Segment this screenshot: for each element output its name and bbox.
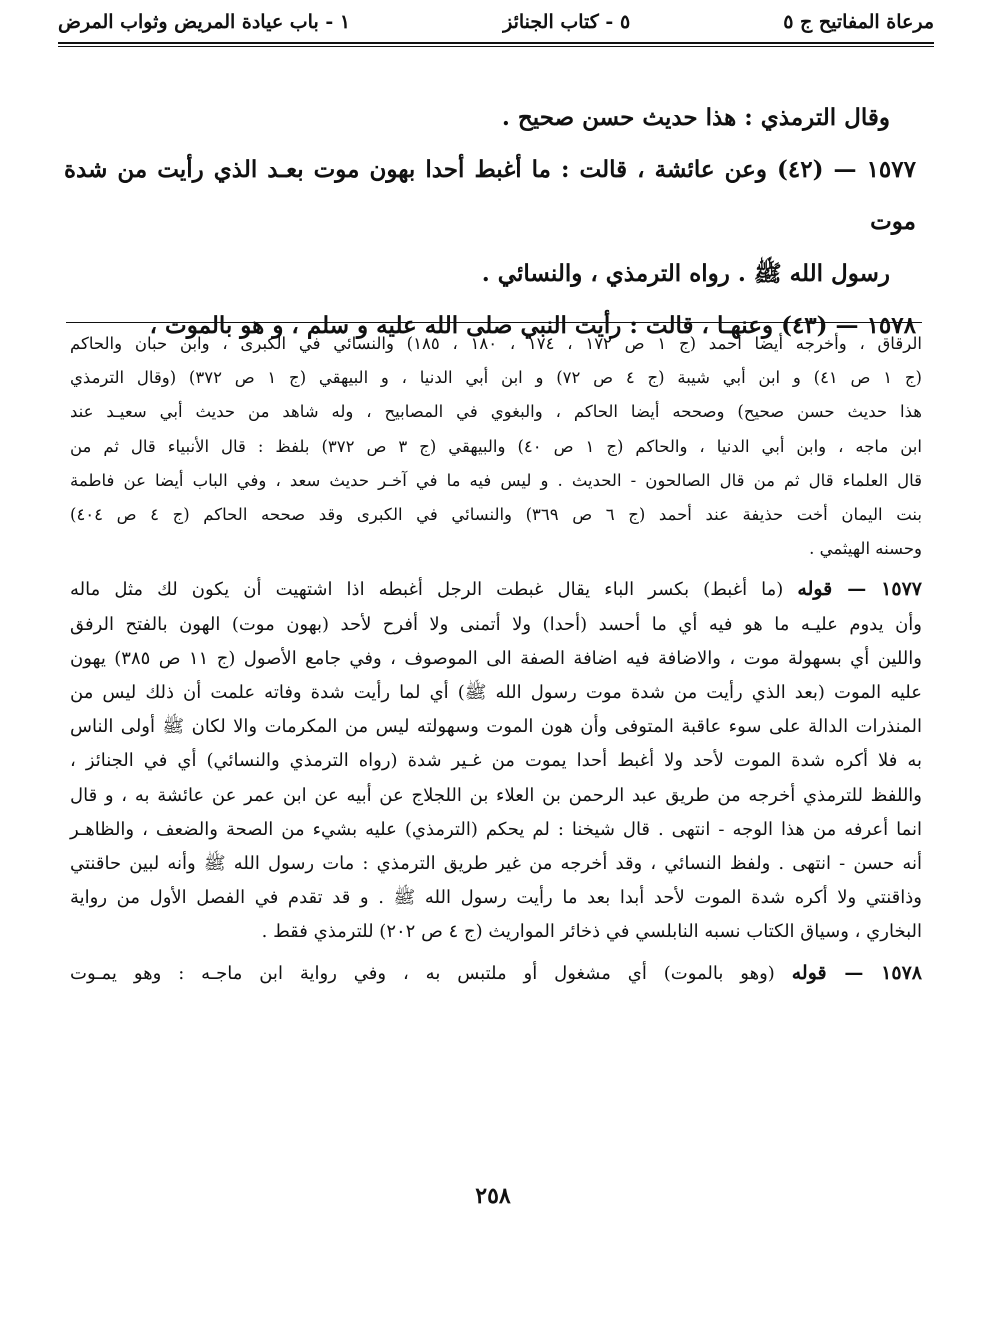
note-line: المنذرات الدالة على سوء عاقبة المتوفى وأن هون الموت وسهولته ليس من المكرمات والا لكان ﷺ أولى الناس	[70, 716, 922, 738]
note-line: قال العلماء قال ثم من قال الصالحون - الحديث . و ليس فيه ما في آخـر حديث سعد ، وفي الباب أيضا عن فاطمة	[70, 470, 922, 490]
note-line: به فلا أكره شدة الموت لأحد ولا أغبط أحدا يموت من غـير شدة (رواه الترمذي والنسائي) أي في الجنائز ،	[70, 750, 922, 772]
note-line: وحسنه الهيثمي .	[809, 539, 922, 559]
hadith-1577-line-2: رسول الله ﷺ . رواه الترمذي ، والنسائي .	[481, 260, 890, 287]
note-line: عليه الموت (بعد الذي رأيت من شدة موت رسول الله ﷺ) أي لما رأيت شدة وفاته علمت أن ذلك ليس من	[70, 682, 922, 704]
note-line: ابن ماجه ، وابن أبي الدنيا ، والحاكم (ج ١ ص ٤٠) والبيهقي (ج ٣ ص ٣٧٢) بلفظ : قال الأنبياء قال ثم من	[70, 436, 922, 456]
header-rule-thin	[58, 46, 934, 47]
header-book-section: ٥ - كتاب الجنائز	[503, 11, 631, 33]
main-text	[64, 92, 916, 352]
note-line: واللين أي بسهولة موت ، والاضافة فيه اضافة الصفة الى الموصوف ، وفي جامع الأصول (ج ١١ ص ٣٨٥) يهون	[70, 647, 922, 669]
footnote-separator	[66, 322, 922, 323]
note-line: وأن يدوم عليـه ما هو فيه أي ما أحسد (أحدا) ولا أتمنى ولا أفرح لأحد (بهون موت) الهون بالفتح الرفق	[70, 613, 922, 635]
note-line: وذاقنتي ولا أكره شدة الموت لأحد أبدا بعد ما رأيت رسول الله ﷺ . و قد تقدم في الفصل الأول من رواية	[70, 887, 922, 909]
note-line: بنت اليمان أخت حذيفة عند أحمد (ج ٦ ص ٣٦٩) والنسائي في الكبرى وقد صححه الحاكم (ج ٤ ص ٤٠٤)	[70, 505, 922, 525]
note-line: هذا حديث حسن صحيح) وصححه أيضا الحاكم ، والبغوي في المصابيح ، وله شاهد من حديث أبي سعيـد عند	[70, 402, 922, 422]
commentary-notes	[70, 327, 922, 991]
header-rule	[58, 42, 934, 44]
running-header	[58, 4, 934, 40]
header-book-volume: مرعاة المفاتيح ج ٥	[783, 11, 934, 33]
commentary-1578-lead: ١٥٧٨ — قوله	[791, 961, 922, 984]
hadith-1577-line-1: ١٥٧٧ — (٤٢) وعن عائشة ، قالت : ما أغبط أحدا بهون موت بعـد الذي رأيت من شدة موت	[64, 156, 916, 235]
header-chapter: ١ - باب عيادة المريض وثواب المرض	[58, 11, 351, 33]
commentary-1577-lead: ١٥٧٧ — قوله	[797, 578, 922, 601]
note-line: البخاري ، وسياق الكتاب نسبه النابلسي في ذخائر المواريث (ج ٤ ص ٢٠٢) للترمذي فقط .	[261, 921, 922, 943]
commentary-text: (وهو بالموت) أي مشغول أو ملتبس به ، وفي رواية ابن ماجـه : وهو يمـوت	[70, 962, 775, 984]
hadith-1578: ١٥٧٨ — (٤٣) وعنهـا ، قالت : رأيت النبي صلى الله عليه و سلم ، و هو بالموت ،	[149, 312, 916, 339]
commentary-text: (ما أغبط) بكسر الباء يقال غبطت الرجل أغبطه اذا اشتهيت أن يكون لك مثل ماله	[70, 579, 784, 601]
commentary-1577-first-line	[70, 572, 922, 607]
note-line: أنه حسن - انتهى . ولفظ النسائي ، وقد أخرجه من غير طريق الترمذي : مات رسول الله ﷺ وأنه لبين حاقنتي	[70, 853, 922, 875]
note-line: انما أعرفه من هذا الوجه - انتهى . قال شيخنا : لم يحكم (الترمذي) عليه بشيء من الصحة والضعف ، والظاهـر	[70, 818, 922, 840]
commentary-1578-first-line	[70, 956, 922, 991]
note-line: (ج ١ ص ٤١) و ابن أبي شيبة (ج ٤ ص ٧٢) و ابن أبي الدنيا ، و البيهقي (ج ١ ص ٣٧٢) (وقال الترمذي	[70, 368, 922, 388]
main-line-tirmidhi-comment: وقال الترمذي : هذا حديث حسن صحيح .	[501, 104, 890, 131]
note-line: الرقاق ، وأخرجه أيضا أحمد (ج ١ ص ١٧٢ ، ١٧٤ ، ١٨٠ ، ١٨٥) والنسائي في الكبرى ، وابن حبان والحاكم	[70, 334, 922, 353]
page-number: ٢٥٨	[475, 1183, 511, 1209]
note-line: واللفظ للترمذي أخرجه من طريق عبد الرحمن بن العلاء بن اللجلاج عن أبيه عن ابن عمر عن عائشة به ، و قال	[70, 784, 922, 806]
